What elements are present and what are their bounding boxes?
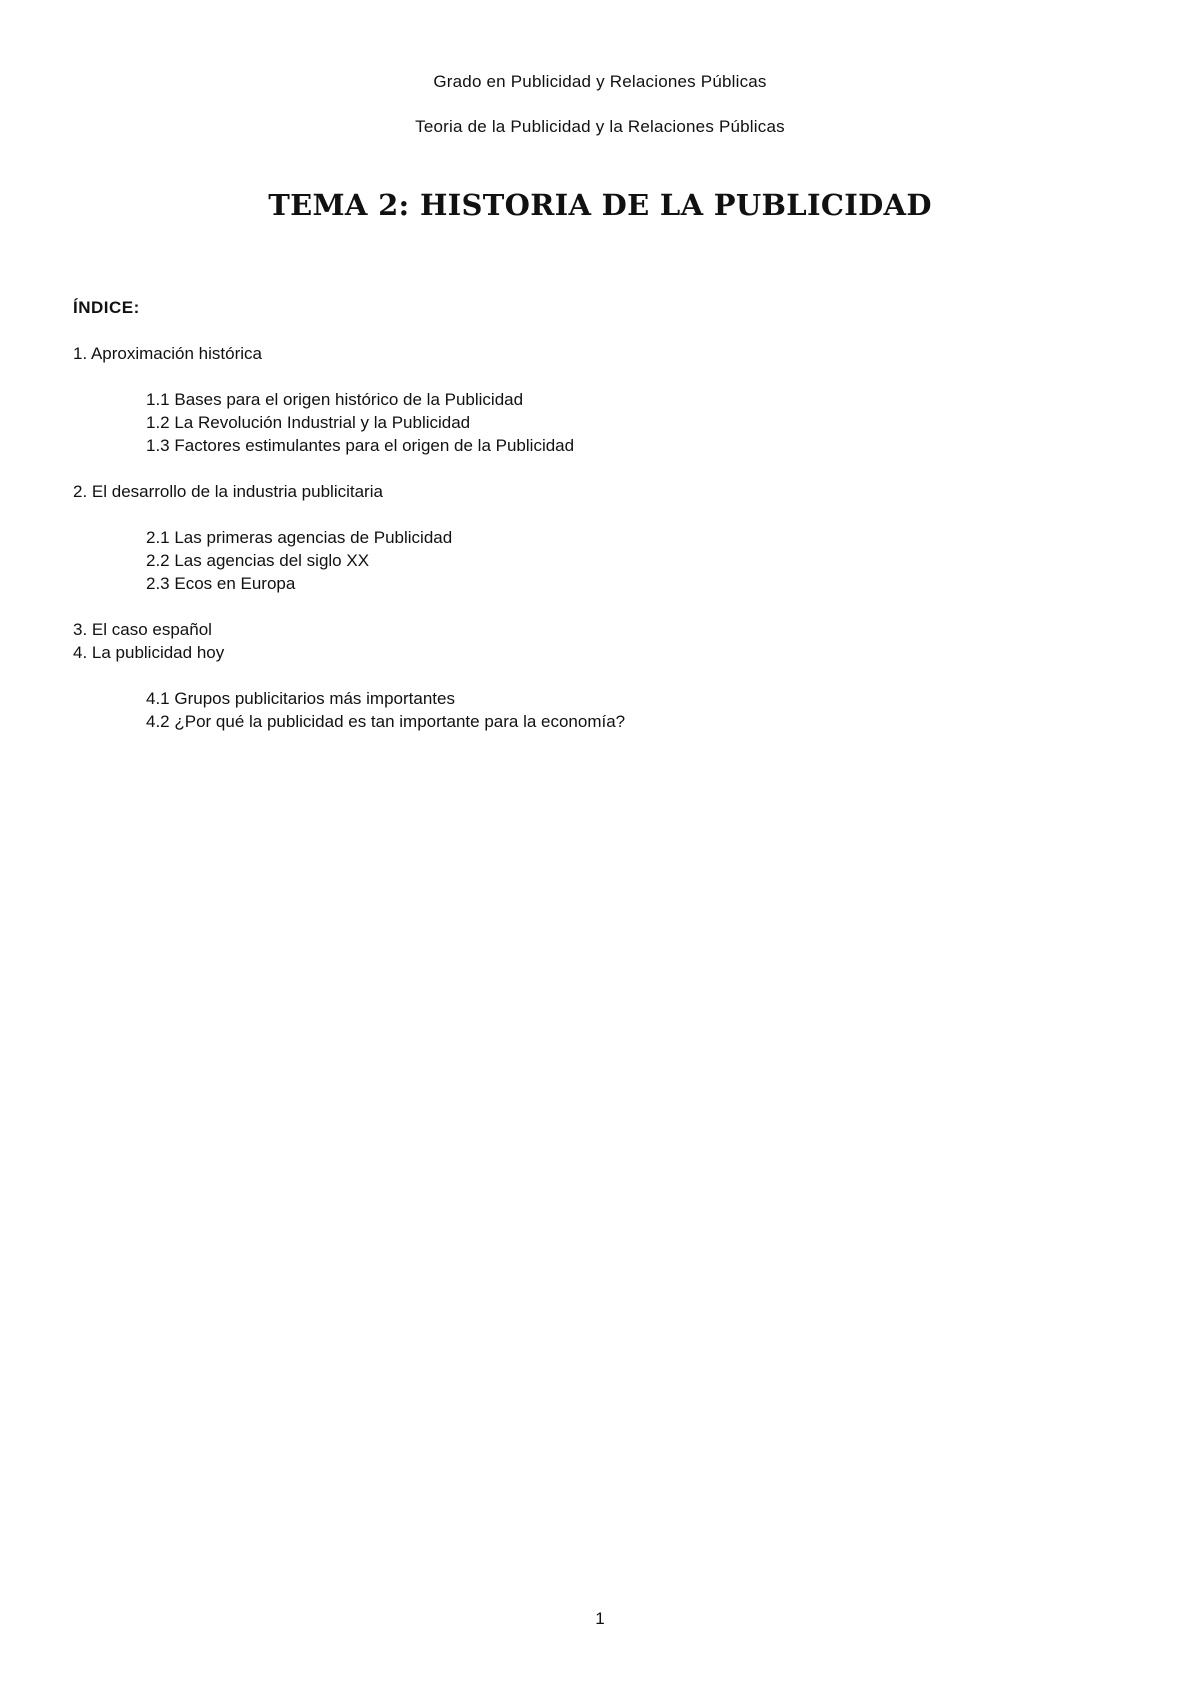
toc-section-2: 2. El desarrollo de la industria publicitaria [73, 482, 383, 501]
toc-subsection-4-1: 4.1 Grupos publicitarios más importantes [146, 689, 455, 708]
toc-subsection-4-2: 4.2 ¿Por qué la publicidad es tan importante para la economía? [146, 712, 626, 731]
page-number: 1 [595, 1609, 605, 1628]
toc-section-4: 4. La publicidad hoy [73, 643, 225, 662]
toc-subsections-4 [73, 687, 1123, 733]
toc-heading: ÍNDICE: [73, 298, 140, 317]
header-course: Teoria de la Publicidad y la Relaciones Públicas [415, 117, 785, 136]
table-of-contents [73, 296, 1123, 756]
toc-subsection-2-1: 2.1 Las primeras agencias de Publicidad [146, 528, 453, 547]
toc-subsection-1-3: 1.3 Factores estimulantes para el origen de la Publicidad [146, 436, 575, 455]
document-title: TEMA 2: HISTORIA DE LA PUBLICIDAD [268, 188, 932, 222]
header-degree: Grado en Publicidad y Relaciones Públicas [433, 72, 767, 91]
toc-section-3: 3. El caso español [73, 620, 212, 639]
toc-subsections-1 [73, 388, 1123, 457]
toc-section-1: 1. Aproximación histórica [73, 344, 262, 363]
toc-subsection-2-3: 2.3 Ecos en Europa [146, 574, 296, 593]
toc-subsection-1-2: 1.2 La Revolución Industrial y la Publicidad [146, 413, 471, 432]
toc-subsection-2-2: 2.2 Las agencias del siglo XX [146, 551, 370, 570]
toc-subsections-2 [73, 526, 1123, 595]
toc-subsection-1-1: 1.1 Bases para el origen histórico de la Publicidad [146, 390, 524, 409]
